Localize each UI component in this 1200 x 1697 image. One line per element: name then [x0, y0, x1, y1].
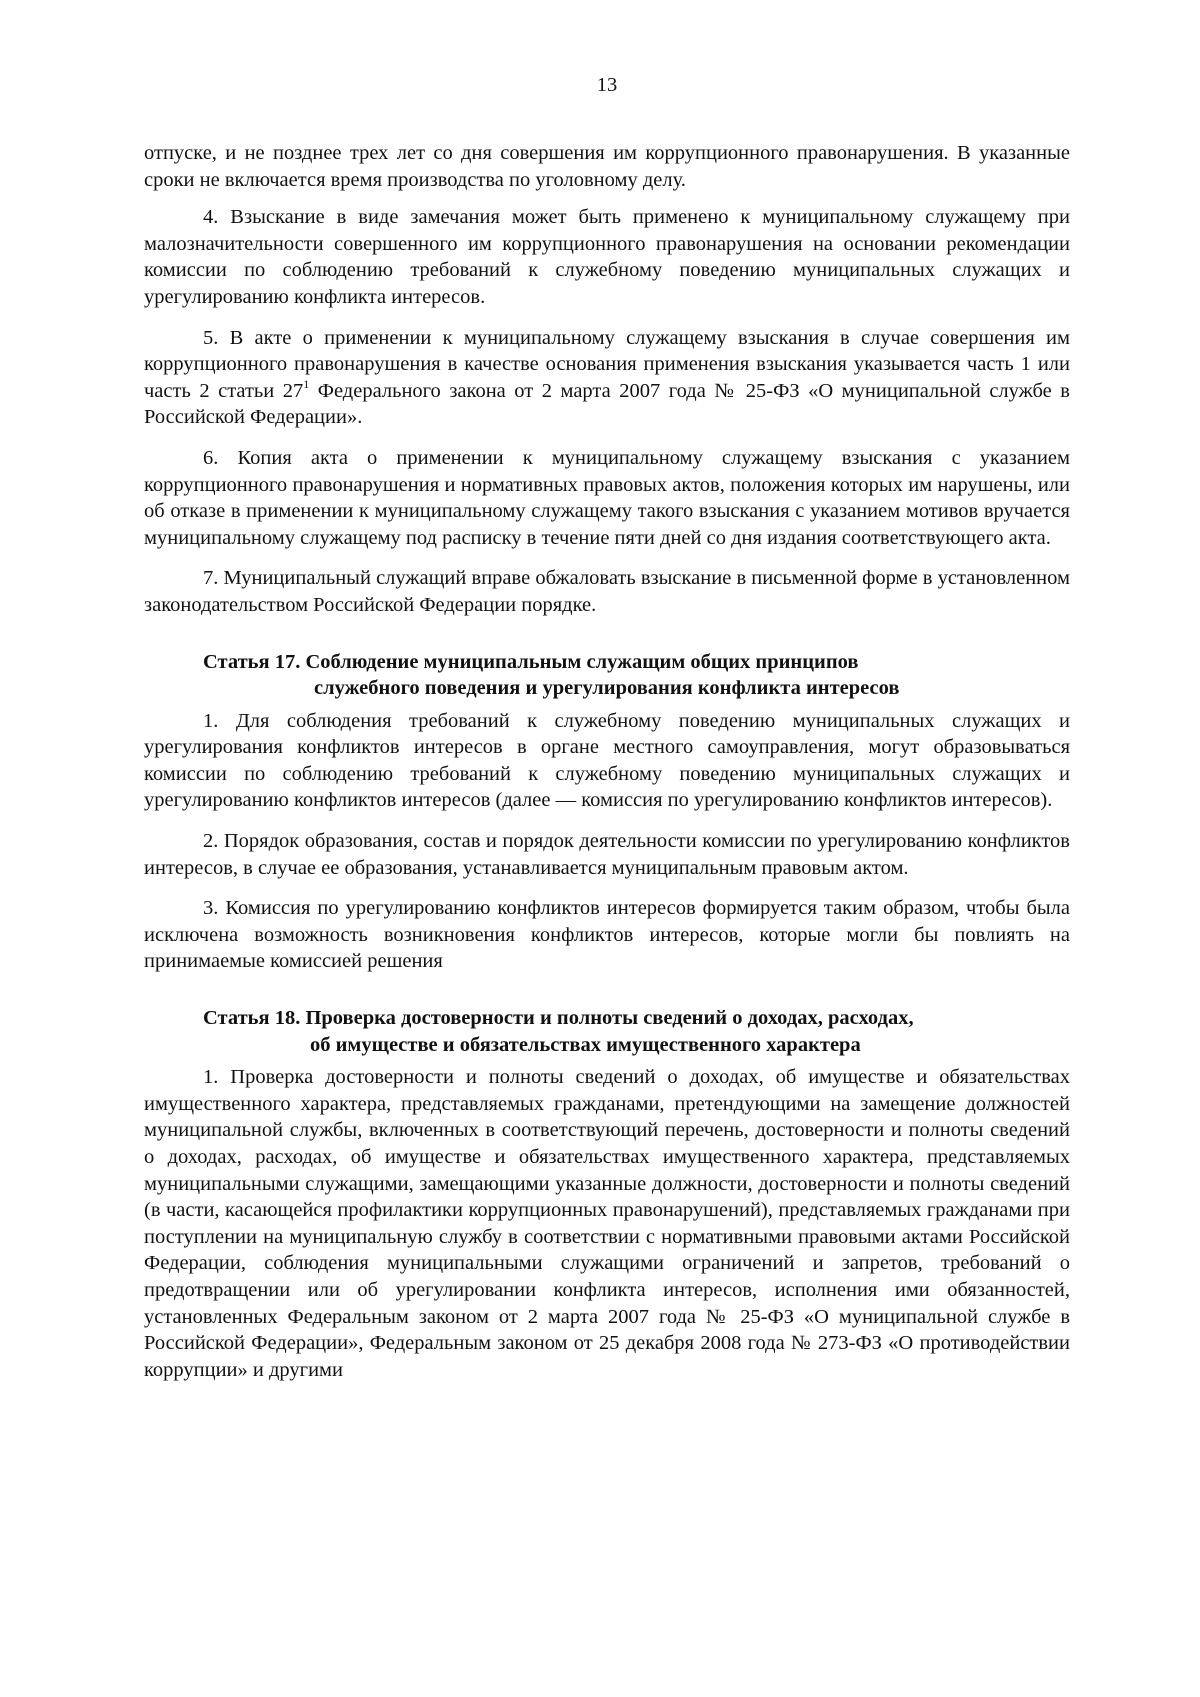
superscript-article-index: 1: [303, 376, 310, 391]
paragraph-16-5: [144, 325, 1070, 431]
document-page: [144, 72, 1070, 1383]
article-18-heading-line2: об имуществе и обязательствах имущественного характера: [310, 1033, 861, 1056]
paragraph-16-7: 7. Муниципальный служащий вправе обжаловать взыскание в письменной форме в установленном законодательством Российской Федерации порядке.: [144, 567, 1070, 616]
paragraph-16-5-text-end: Федерального закона от 2 марта 2007 года № 25-ФЗ «О муниципальной службе в Российской Федерации».: [144, 379, 1070, 429]
paragraph-18-1: 1. Проверка достоверности и полноты сведений о доходах, об имуществе и обязательствах имущественного характера, представляемых гражданами, претендующими на замещение должностей муниципальной службы, включенных в соответствующий перечень, достоверности и полноты сведений о доходах, расходах, об имуществе и обязательствах имущественного характера, представляемых муниципальными служащими, замещающими указанные должности, достоверности и полноты сведений (в части, касающейся профилактики коррупционных правонарушений), представляемых гражданами при поступлении на муниципальную службу в соответствии с нормативными правовыми актами Российской Федерации, соблюдения муниципальными служащими ограничений и запретов, требований о предотвращении или об урегулировании конфликта интересов, исполнения ими обязанностей, установленных Федеральным законом от 2 марта 2007 года № 25-ФЗ «О муниципальной службе в Российской Федерации», Федеральным законом от 25 декабря 2008 года № 273-ФЗ «О противодействии коррупции» и другими: [144, 1066, 1070, 1381]
paragraph-17-2: 2. Порядок образования, состав и порядок деятельности комиссии по урегулированию конфликтов интересов, в случае ее образования, устанавливается муниципальным правовым актом.: [144, 830, 1070, 879]
paragraph-continuation: отпуске, и не позднее трех лет со дня совершения им коррупционного правонарушения. В указанные сроки не включается время производства по уголовному делу.: [144, 142, 1070, 191]
article-17-heading: [144, 649, 1070, 702]
paragraph-16-6: 6. Копия акта о применении к муниципальному служащему взыскания с указанием коррупционного правонарушения и нормативных правовых актов, положения которых им нарушены, или об отказе в применении к муниципальному служащему такого взыскания с указанием мотивов вручается муниципальному служащему под расписку в течение пяти дней со дня издания соответствующего акта.: [144, 446, 1070, 549]
article-18-heading: [144, 1005, 1070, 1058]
article-17-heading-line1: Статья 17. Соблюдение муниципальным служащим общих принципов: [203, 650, 859, 673]
article-17-heading-line2: служебного поведения и урегулирования конфликта интересов: [314, 677, 900, 700]
paragraph-16-5-text: 5. В акте о применении к муниципальному служащему взыскания в случае совершения им коррупционного правонарушения в качестве основания применения взыскания указывается часть 1 или часть 2 статьи 27: [144, 326, 1070, 402]
paragraph-17-3: 3. Комиссия по урегулированию конфликтов интересов формируется таким образом, чтобы была исключена возможность возникновения конфликтов интересов, которые могли бы повлиять на принимаемые комиссией решения: [144, 897, 1070, 973]
article-18-heading-line1: Статья 18. Проверка достоверности и полноты сведений о доходах, расходах,: [203, 1007, 914, 1030]
paragraph-16-4: 4. Взыскание в виде замечания может быть применено к муниципальному служащему при малозначительности совершенного им коррупционного правонарушения на основании рекомендации комиссии по соблюдению требований к служебному поведению муниципальных служащих и урегулированию конфликта интересов.: [144, 206, 1070, 308]
page-number: 13: [596, 74, 618, 96]
paragraph-17-1: 1. Для соблюдения требований к служебному поведению муниципальных служащих и урегулирования конфликтов интересов в органе местного самоуправления, могут образовываться комиссии по соблюдению требований к служебному поведению муниципальных служащих и урегулированию конфликтов интересов (далее — комиссия по урегулированию конфликтов интересов).: [144, 709, 1070, 812]
